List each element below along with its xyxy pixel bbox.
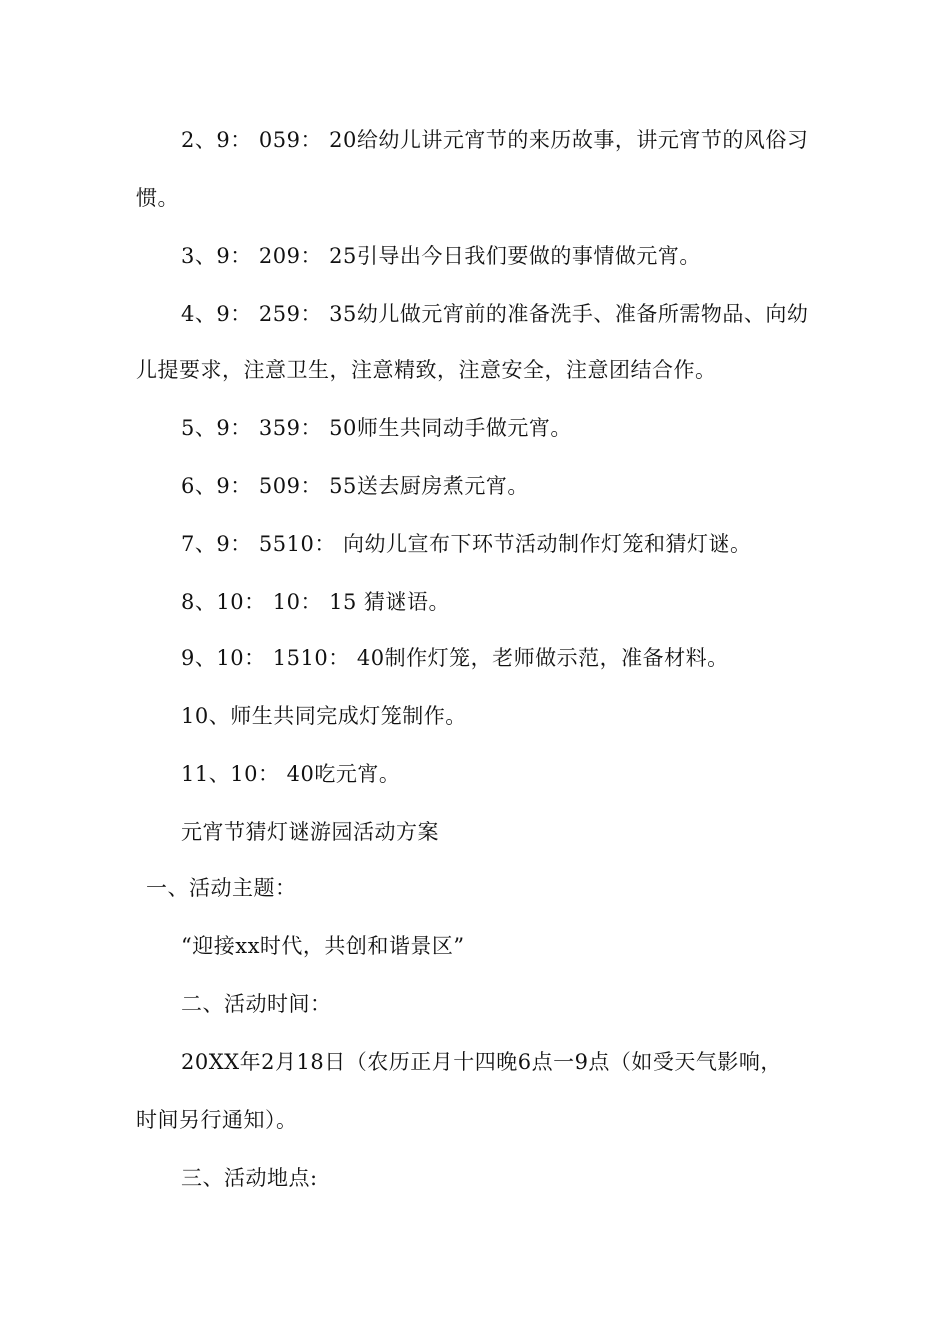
schedule-item-3: 3、9： 209： 25引导出今日我们要做的事情做元宵。 — [181, 244, 701, 268]
schedule-item-6: 6、9： 509： 55送去厨房煮元宵。 — [181, 474, 529, 498]
schedule-item-11: 11、10： 40吃元宵。 — [181, 762, 401, 786]
schedule-item-2: 2、9： 059： 20给幼儿讲元宵节的来历故事，讲元宵节的风俗习 — [181, 128, 809, 152]
schedule-item-7: 7、9： 5510： 向幼儿宣布下环节活动制作灯笼和猜灯谜。 — [181, 532, 752, 556]
schedule-item-9: 9、10： 1510： 40制作灯笼，老师做示范，准备材料。 — [181, 646, 729, 670]
schedule-item-8: 8、10： 10： 15 猜谜语。 — [181, 590, 451, 614]
time-text-continued: 时间另行通知）。 — [136, 1108, 298, 1132]
schedule-item-5: 5、9： 359： 50师生共同动手做元宵。 — [181, 416, 572, 440]
heading-time: 二、活动时间： — [181, 992, 332, 1016]
time-text: 20XX年2月18日（农历正月十四晚6点一9点（如受天气影响， — [181, 1050, 782, 1074]
heading-theme: 一、活动主题： — [146, 876, 297, 900]
heading-location: 三、活动地点: — [181, 1166, 318, 1190]
schedule-item-10: 10、师生共同完成灯笼制作。 — [181, 704, 467, 728]
schedule-item-2-continued: 惯。 — [136, 186, 179, 210]
schedule-item-4-continued: 儿提要求，注意卫生，注意精致，注意安全，注意团结合作。 — [136, 358, 717, 382]
section-title: 元宵节猜灯谜游园活动方案 — [181, 820, 439, 844]
schedule-item-4: 4、9： 259： 35幼儿做元宵前的准备洗手、准备所需物品、向幼 — [181, 302, 809, 326]
theme-text: “迎接xx时代，共创和谐景区” — [181, 934, 465, 958]
